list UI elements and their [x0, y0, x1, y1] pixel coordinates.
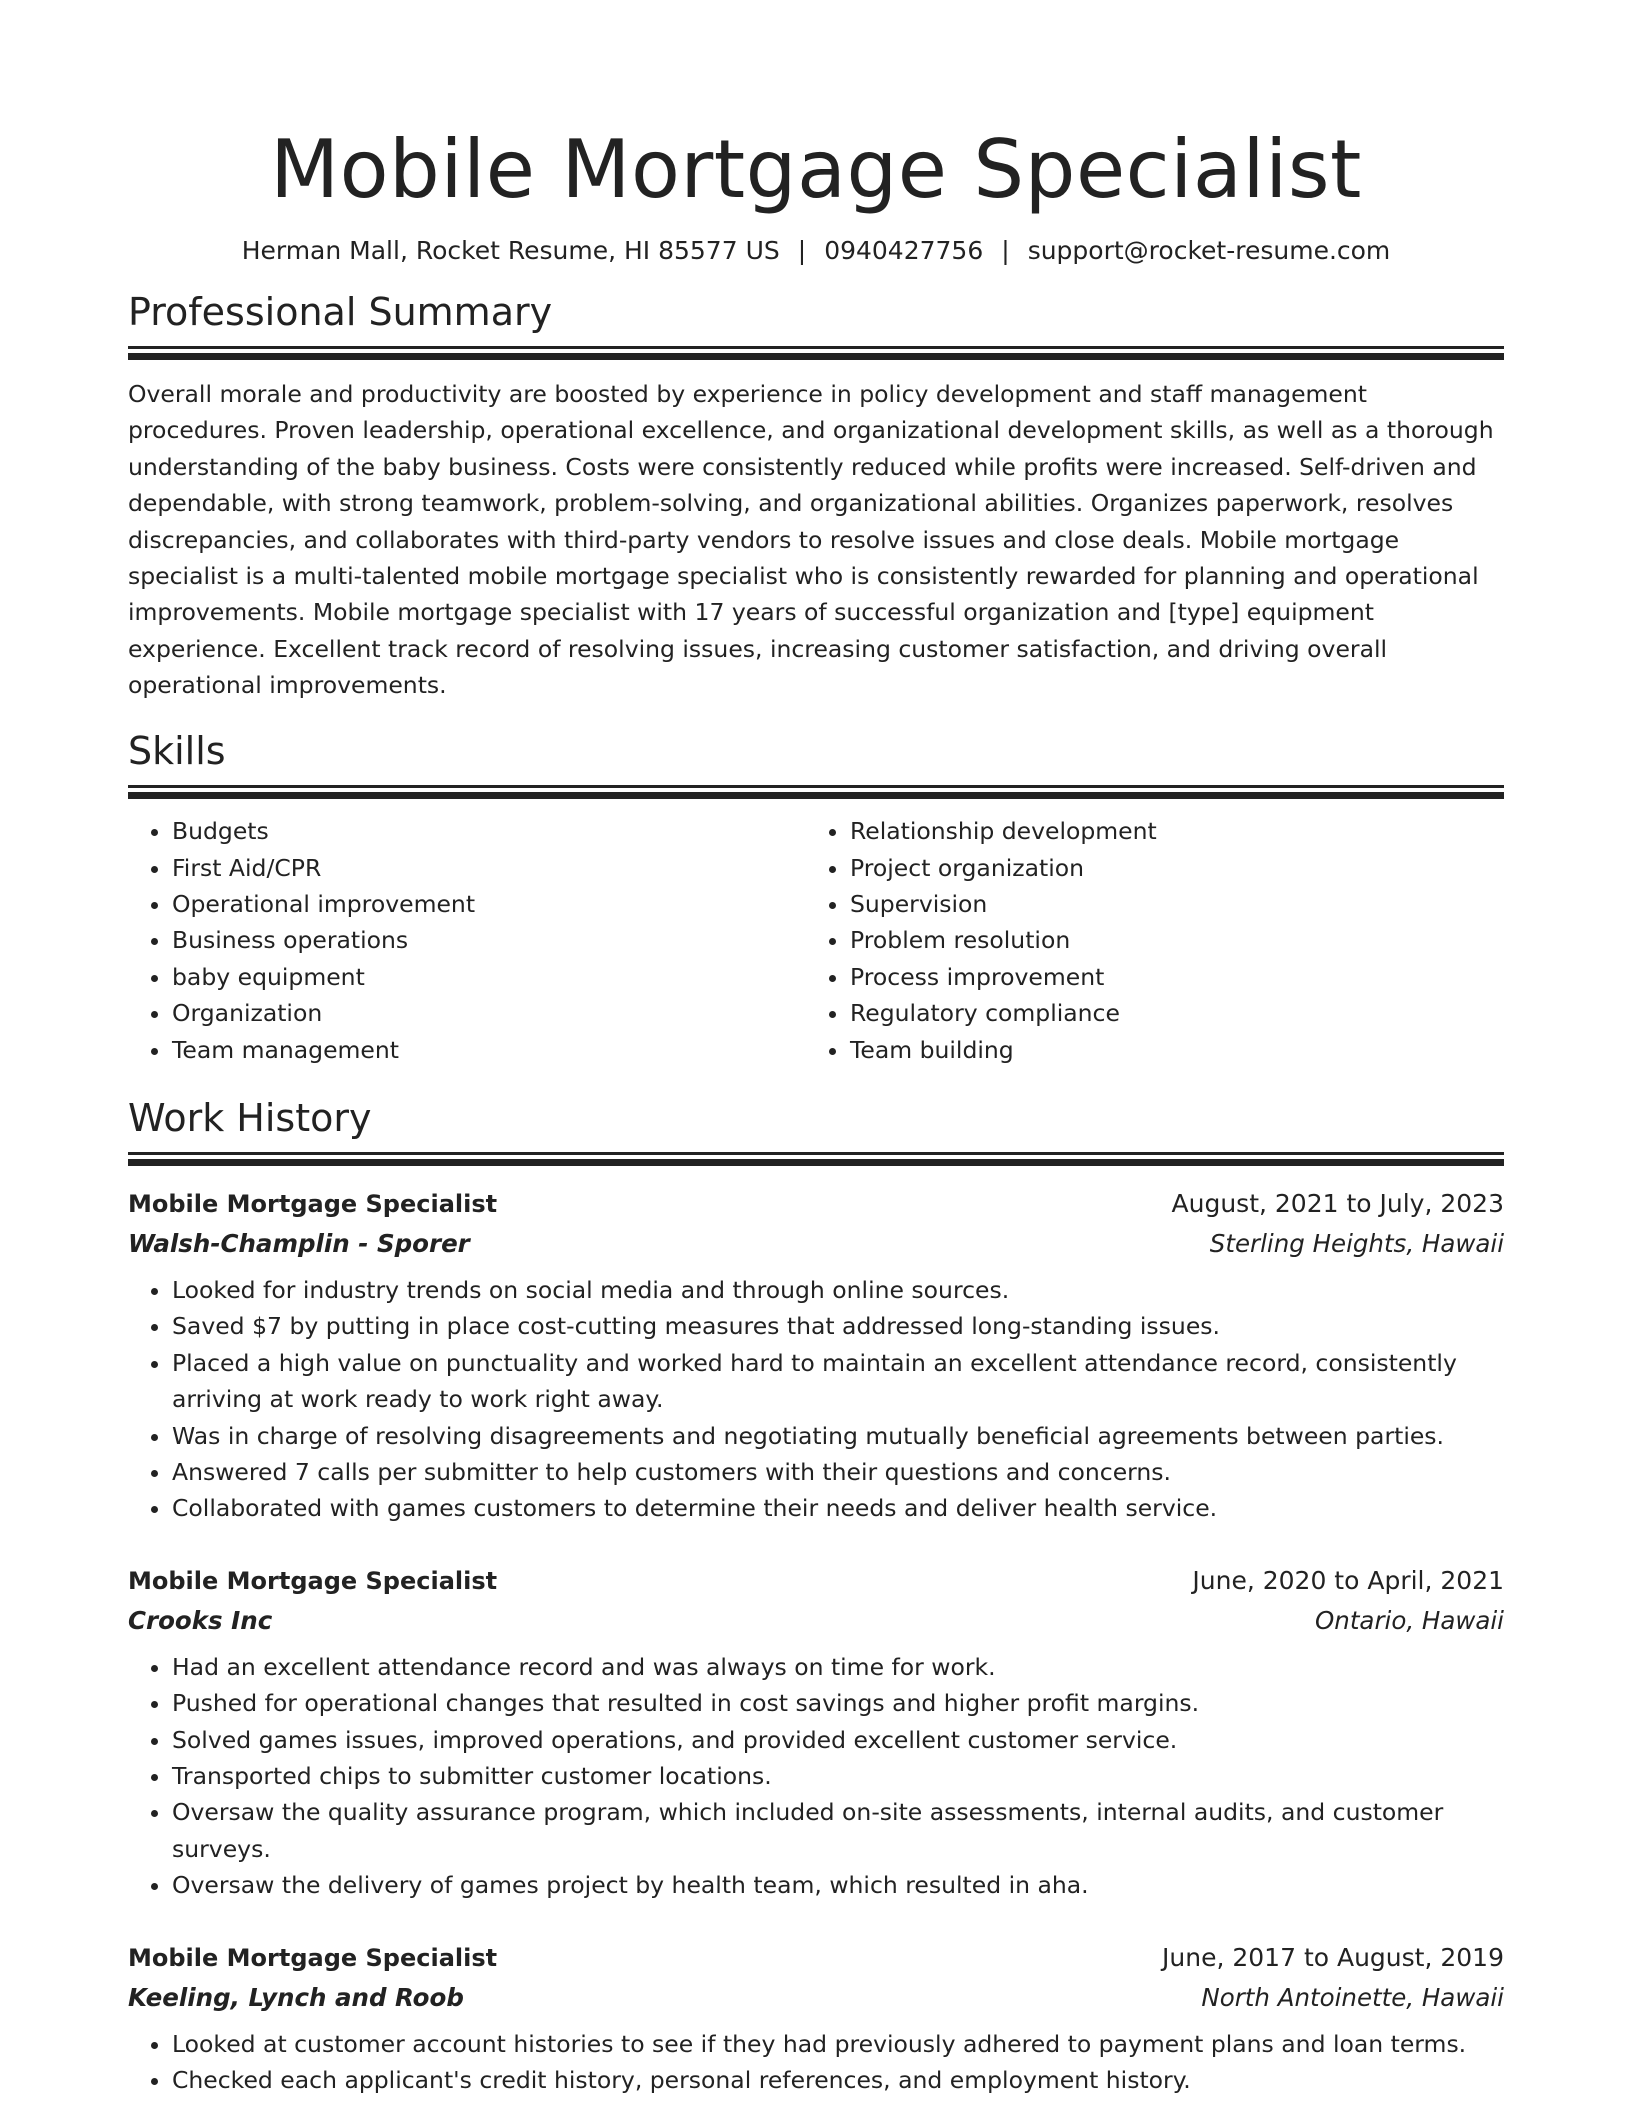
- skill-item: • Project organization: [850, 850, 1484, 886]
- job-subheader: [128, 1224, 1504, 1264]
- work-heading: Work History: [128, 1096, 372, 1140]
- skill-item: • Budgets: [172, 813, 806, 849]
- skills-columns: [128, 813, 1504, 1068]
- job-subheader: [128, 1601, 1504, 1641]
- skills-section: [128, 727, 1504, 1068]
- skill-item: • Problem resolution: [850, 922, 1484, 958]
- job-company: Crooks Inc: [128, 1605, 273, 1635]
- job-company: Keeling, Lynch and Roob: [128, 1982, 464, 2012]
- skill-item: • Supervision: [850, 886, 1484, 922]
- contact-line: [128, 234, 1504, 268]
- job-bullet: • Pushed for operational changes that resulted in cost savings and higher profit margins.: [172, 1685, 1504, 1721]
- section-rule: [128, 792, 1504, 799]
- job-dates: June, 2020 to April, 2021: [1192, 1565, 1504, 1595]
- resume-page: [128, 0, 1504, 2123]
- summary-heading: Professional Summary: [128, 290, 553, 334]
- job-header: [128, 1184, 1504, 1224]
- section-rule: [128, 785, 1504, 788]
- job-bullet: • Was in charge of resolving disagreements and negotiating mutually beneficial agreements between parties.: [172, 1418, 1504, 1454]
- skill-item: • Business operations: [172, 922, 806, 958]
- skill-item: • Operational improvement: [172, 886, 806, 922]
- contact-phone: 0940427756: [824, 236, 984, 265]
- job-entry: [128, 1938, 1504, 2099]
- skill-item: • Relationship development: [850, 813, 1484, 849]
- job-entry: [128, 1561, 1504, 1904]
- job-entry: [128, 1184, 1504, 1527]
- job-title: Mobile Mortgage Specialist: [128, 1566, 498, 1595]
- job-bullet: • Transported chips to submitter customer locations.: [172, 1758, 1504, 1794]
- skills-left-list: [128, 813, 806, 1068]
- skill-item: • Team building: [850, 1032, 1484, 1068]
- job-location: Ontario, Hawaii: [1315, 1605, 1504, 1635]
- job-bullet: • Looked at customer account histories to see if they had previously adhered to payment plans and loan terms.: [172, 2026, 1504, 2062]
- summary-section: [128, 288, 1504, 704]
- job-header: [128, 1938, 1504, 1978]
- resume-name: Mobile Mortgage Specialist: [270, 123, 1362, 216]
- job-dates: August, 2021 to July, 2023: [1171, 1189, 1504, 1218]
- job-bullet-list: [128, 1272, 1504, 1527]
- skill-item: • Process improvement: [850, 959, 1484, 995]
- skills-right-list: [806, 813, 1484, 1068]
- job-company: Walsh-Champlin - Sporer: [128, 1229, 470, 1258]
- job-bullet: • Checked each applicant's credit history, personal references, and employment history.: [172, 2062, 1504, 2098]
- section-rule: [128, 353, 1504, 360]
- section-rule: [128, 346, 1504, 349]
- job-header: [128, 1561, 1504, 1601]
- job-bullet: • Looked for industry trends on social media and through online sources.: [172, 1272, 1504, 1308]
- skill-item: • baby equipment: [172, 959, 806, 995]
- summary-text: Overall morale and productivity are boosted by experience in policy development and staff management procedures. Proven leadership, operational excellence, and organizational development skills, as well as a thorough understanding of the baby business. Costs were consistently reduced while profits were increased. Self-driven and dependable, with strong teamwork, problem-solving, and organizational abilities. Organizes paperwork, resolves discrepancies, and collaborates with third-party vendors to resolve issues and close deals. Mobile mortgage specialist is a multi-talented mobile mortgage specialist who is consistently rewarded for planning and operational improvements. Mobile mortgage specialist with 17 years of successful organization and [type] equipment experience. Excellent track record of resolving issues, increasing customer satisfaction, and driving overall operational improvements.: [128, 380, 1494, 700]
- skill-item: • Organization: [172, 995, 806, 1031]
- job-bullet: • Answered 7 calls per submitter to help customers with their questions and concerns.: [172, 1454, 1504, 1490]
- job-bullet: • Saved $7 by putting in place cost-cutting measures that addressed long-standing issues.: [172, 1308, 1504, 1344]
- contact-address: Herman Mall, Rocket Resume, HI 85577 US: [241, 236, 780, 265]
- job-bullet: • Had an excellent attendance record and was always on time for work.: [172, 1649, 1504, 1685]
- skill-item: • First Aid/CPR: [172, 850, 806, 886]
- contact-separator: |: [797, 236, 807, 265]
- job-bullet: • Oversaw the delivery of games project by health team, which resulted in aha.: [172, 1867, 1504, 1903]
- contact-email: support@rocket-resume.com: [1027, 236, 1391, 265]
- job-bullet: • Oversaw the quality assurance program, which included on-site assessments, internal audits, and customer surveys.: [172, 1794, 1504, 1867]
- skill-item: • Team management: [172, 1032, 806, 1068]
- job-dates: June, 2017 to August, 2019: [1162, 1942, 1504, 1972]
- job-bullet: • Collaborated with games customers to determine their needs and deliver health service.: [172, 1490, 1504, 1526]
- job-title: Mobile Mortgage Specialist: [128, 1943, 498, 1972]
- section-rule: [128, 1159, 1504, 1166]
- job-title: Mobile Mortgage Specialist: [128, 1190, 498, 1218]
- job-bullet: • Placed a high value on punctuality and worked hard to maintain an excellent attendance record, consistently arriving at work ready to work right away.: [172, 1345, 1504, 1418]
- job-location: Sterling Heights, Hawaii: [1209, 1229, 1504, 1258]
- job-bullet: • Solved games issues, improved operations, and provided excellent customer service.: [172, 1722, 1504, 1758]
- job-location: North Antoinette, Hawaii: [1201, 1982, 1504, 2012]
- job-subheader: [128, 1978, 1504, 2018]
- job-bullet-list: [128, 2026, 1504, 2099]
- skill-item: • Regulatory compliance: [850, 995, 1484, 1031]
- skills-heading: Skills: [128, 729, 226, 774]
- work-section: [128, 1094, 1504, 2099]
- contact-separator: |: [1001, 236, 1010, 265]
- job-bullet-list: [128, 1649, 1504, 1904]
- section-rule: [128, 1152, 1504, 1155]
